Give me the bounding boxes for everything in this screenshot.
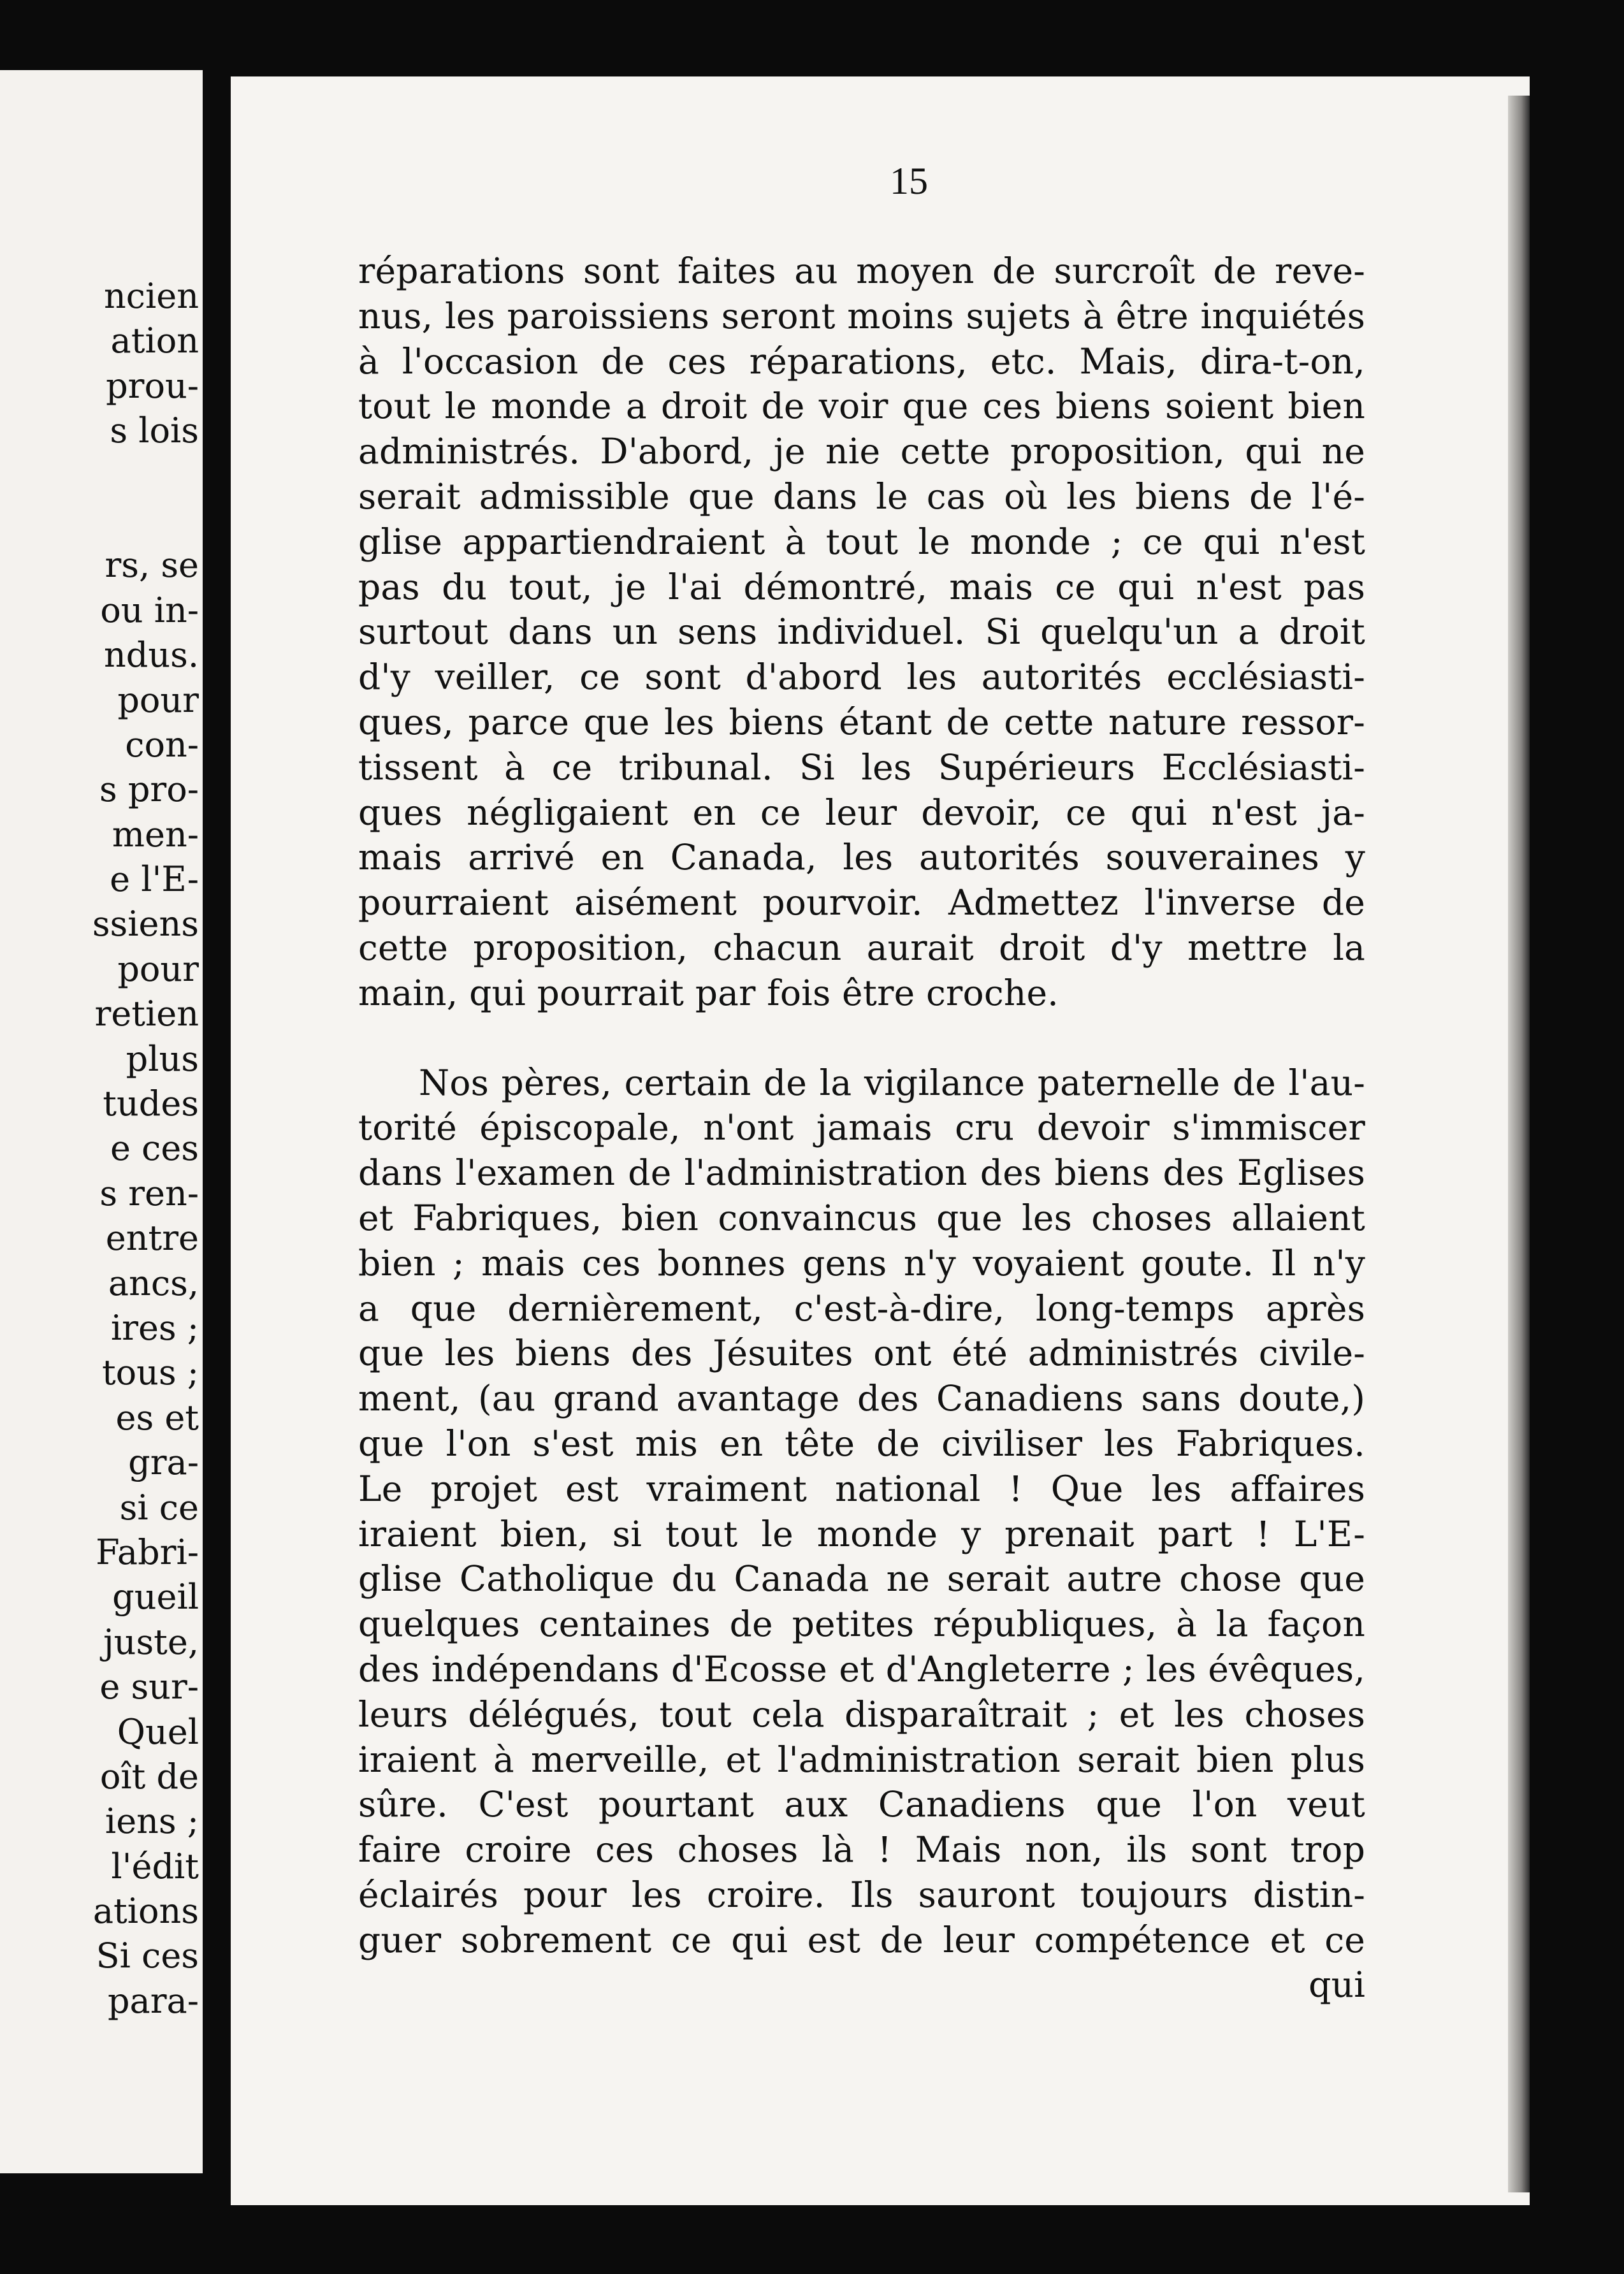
catchword: qui xyxy=(1309,1964,1365,2006)
text-line: que l'on s'est mis en tête de civiliser les Fabriques. xyxy=(358,1423,1365,1464)
text-line: faire croire ces choses là ! Mais non, ils sont trop xyxy=(358,1829,1365,1871)
paragraph-1 xyxy=(358,249,1365,1016)
left-fragment-line: Si ces xyxy=(96,1936,199,1976)
left-fragment-line: con- xyxy=(125,724,199,765)
text-line: Le projet est vraiment national ! Que les affaires xyxy=(358,1468,1365,1509)
left-fragment-line: ations xyxy=(92,1891,199,1932)
left-fragment-line: s ren- xyxy=(99,1173,199,1213)
left-fragment-line xyxy=(8,498,199,543)
left-fragment-line: es et xyxy=(115,1397,199,1438)
left-fragment-line: tudes xyxy=(103,1083,199,1124)
text-line: tissent à ce tribunal. Si les Supérieurs Ecclésiasti- xyxy=(358,746,1365,788)
text-line: quelques centaines de petites républiques, à la façon xyxy=(358,1604,1365,1645)
text-line: glise appartiendraient à tout le monde ; ce qui n'est xyxy=(358,521,1365,562)
text-line: d'y veiller, ce sont d'abord les autorités ecclésiasti- xyxy=(358,656,1365,698)
left-fragment-line: si ce xyxy=(119,1487,199,1528)
text-line: dans l'examen de l'administration des biens des Eglises xyxy=(358,1152,1365,1194)
left-fragment-line: Fabri- xyxy=(96,1532,199,1572)
text-line: pourraient aisément pourvoir. Admettez l'inverse de xyxy=(358,882,1365,923)
left-fragment-line: ation xyxy=(110,321,199,361)
text-line: iraient bien, si tout le monde y prenait part ! L'E- xyxy=(358,1513,1365,1554)
text-line: des indépendans d'Ecosse et d'Angleterre ; les évêques, xyxy=(358,1648,1365,1690)
left-fragment-line xyxy=(8,454,199,498)
page-number: 15 xyxy=(890,160,928,202)
left-fragment-line: pour xyxy=(117,948,199,989)
text-line: tout le monde a droit de voir que ces biens soient bien xyxy=(358,386,1365,427)
text-line: à l'occasion de ces réparations, etc. Mais, dira-t-on, xyxy=(358,340,1365,382)
text-line: glise Catholique du Canada ne serait autre chose que xyxy=(358,1558,1365,1600)
left-fragment-line: ancs, xyxy=(108,1263,199,1303)
left-fragment-line: plus xyxy=(126,1038,199,1079)
text-line: leurs délégués, tout cela disparaîtrait ; et les choses xyxy=(358,1693,1365,1735)
left-fragment-line: e ces xyxy=(110,1128,199,1169)
text-line: ques, parce que les biens étant de cette nature ressor- xyxy=(358,701,1365,742)
left-fragment-line: para- xyxy=(107,1980,199,2021)
text-line: réparations sont faites au moyen de surcroît de reve- xyxy=(358,250,1365,291)
right-page xyxy=(231,76,1530,2205)
left-fragment-line: Quel xyxy=(117,1711,199,1752)
text-line: iraient à merveille, et l'administration serait bien plus xyxy=(358,1739,1365,1780)
left-fragment-line: tous ; xyxy=(101,1352,199,1393)
text-line: mais arrivé en Canada, les autorités souveraines y xyxy=(358,837,1365,878)
left-fragment-line: retien xyxy=(94,994,199,1034)
left-fragment-line: prou- xyxy=(106,365,199,406)
left-fragment-line: gueil xyxy=(112,1577,199,1618)
text-line: torité épiscopale, n'ont jamais cru devoir s'immiscer xyxy=(358,1107,1365,1148)
left-fragment-line: oît de xyxy=(99,1756,199,1797)
text-line: pas du tout, je l'ai démontré, mais ce qui n'est pas xyxy=(358,566,1365,607)
left-fragment-line: ou in- xyxy=(100,590,199,630)
left-fragment-line: rs, se xyxy=(105,545,199,586)
text-line: surtout dans un sens individuel. Si quelqu'un a droit xyxy=(358,611,1365,653)
paragraph-2 xyxy=(358,1061,1365,1963)
left-fragment-line: s lois xyxy=(110,410,199,451)
page-edge-shadow xyxy=(1508,96,1530,2192)
text-line: et Fabriques, bien convaincus que les choses allaient xyxy=(358,1197,1365,1238)
paragraph-gap xyxy=(358,1016,1365,1061)
text-line: Nos pères, certain de la vigilance paternelle de l'au- xyxy=(419,1062,1365,1103)
text-line: éclairés pour les croire. Ils sauront toujours distin- xyxy=(358,1874,1365,1915)
left-fragment-line: ires ; xyxy=(110,1307,199,1348)
text-line: guer sobrement ce qui est de leur compétence et ce xyxy=(358,1919,1365,1960)
text-line: que les biens des Jésuites ont été administrés civile- xyxy=(358,1333,1365,1374)
text-line: ques négligaient en ce leur devoir, ce qui n'est ja- xyxy=(358,792,1365,833)
left-fragment-line: e sur- xyxy=(99,1667,199,1707)
left-fragment-line: ndus. xyxy=(103,635,199,676)
left-fragment-line: l'édit xyxy=(111,1846,199,1887)
left-page-text-fragments xyxy=(8,274,199,2024)
left-page xyxy=(0,70,203,2173)
text-line: ment, (au grand avantage des Canadiens sans doute,) xyxy=(358,1378,1365,1419)
text-line: a que dernièrement, c'est-à-dire, long-temps après xyxy=(358,1287,1365,1329)
left-fragment-line: e l'E- xyxy=(110,859,199,900)
left-fragment-line: men- xyxy=(112,814,199,855)
text-line: sûre. C'est pourtant aux Canadiens que l'on veut xyxy=(358,1784,1365,1825)
left-fragment-line: pour xyxy=(117,679,199,720)
text-line: nus, les paroissiens seront moins sujets à être inquiétés xyxy=(358,295,1365,337)
left-fragment-line: ncien xyxy=(103,276,199,316)
left-fragment-line: entre xyxy=(105,1218,199,1259)
left-fragment-line: juste, xyxy=(103,1621,199,1662)
page-body xyxy=(358,249,1365,2008)
text-line: administrés. D'abord, je nie cette proposition, qui ne xyxy=(358,431,1365,472)
left-fragment-line: iens ; xyxy=(105,1801,199,1842)
text-line: bien ; mais ces bonnes gens n'y voyaient goute. Il n'y xyxy=(358,1242,1365,1284)
left-fragment-line: s pro- xyxy=(99,769,199,810)
left-fragment-line: gra- xyxy=(128,1442,199,1483)
left-fragment-line: ssiens xyxy=(92,904,199,945)
text-line: serait admissible que dans le cas où les biens de l'é- xyxy=(358,475,1365,517)
text-line: main, qui pourrait par fois être croche. xyxy=(358,972,1059,1013)
text-line: cette proposition, chacun aurait droit d'y mettre la xyxy=(358,927,1365,968)
